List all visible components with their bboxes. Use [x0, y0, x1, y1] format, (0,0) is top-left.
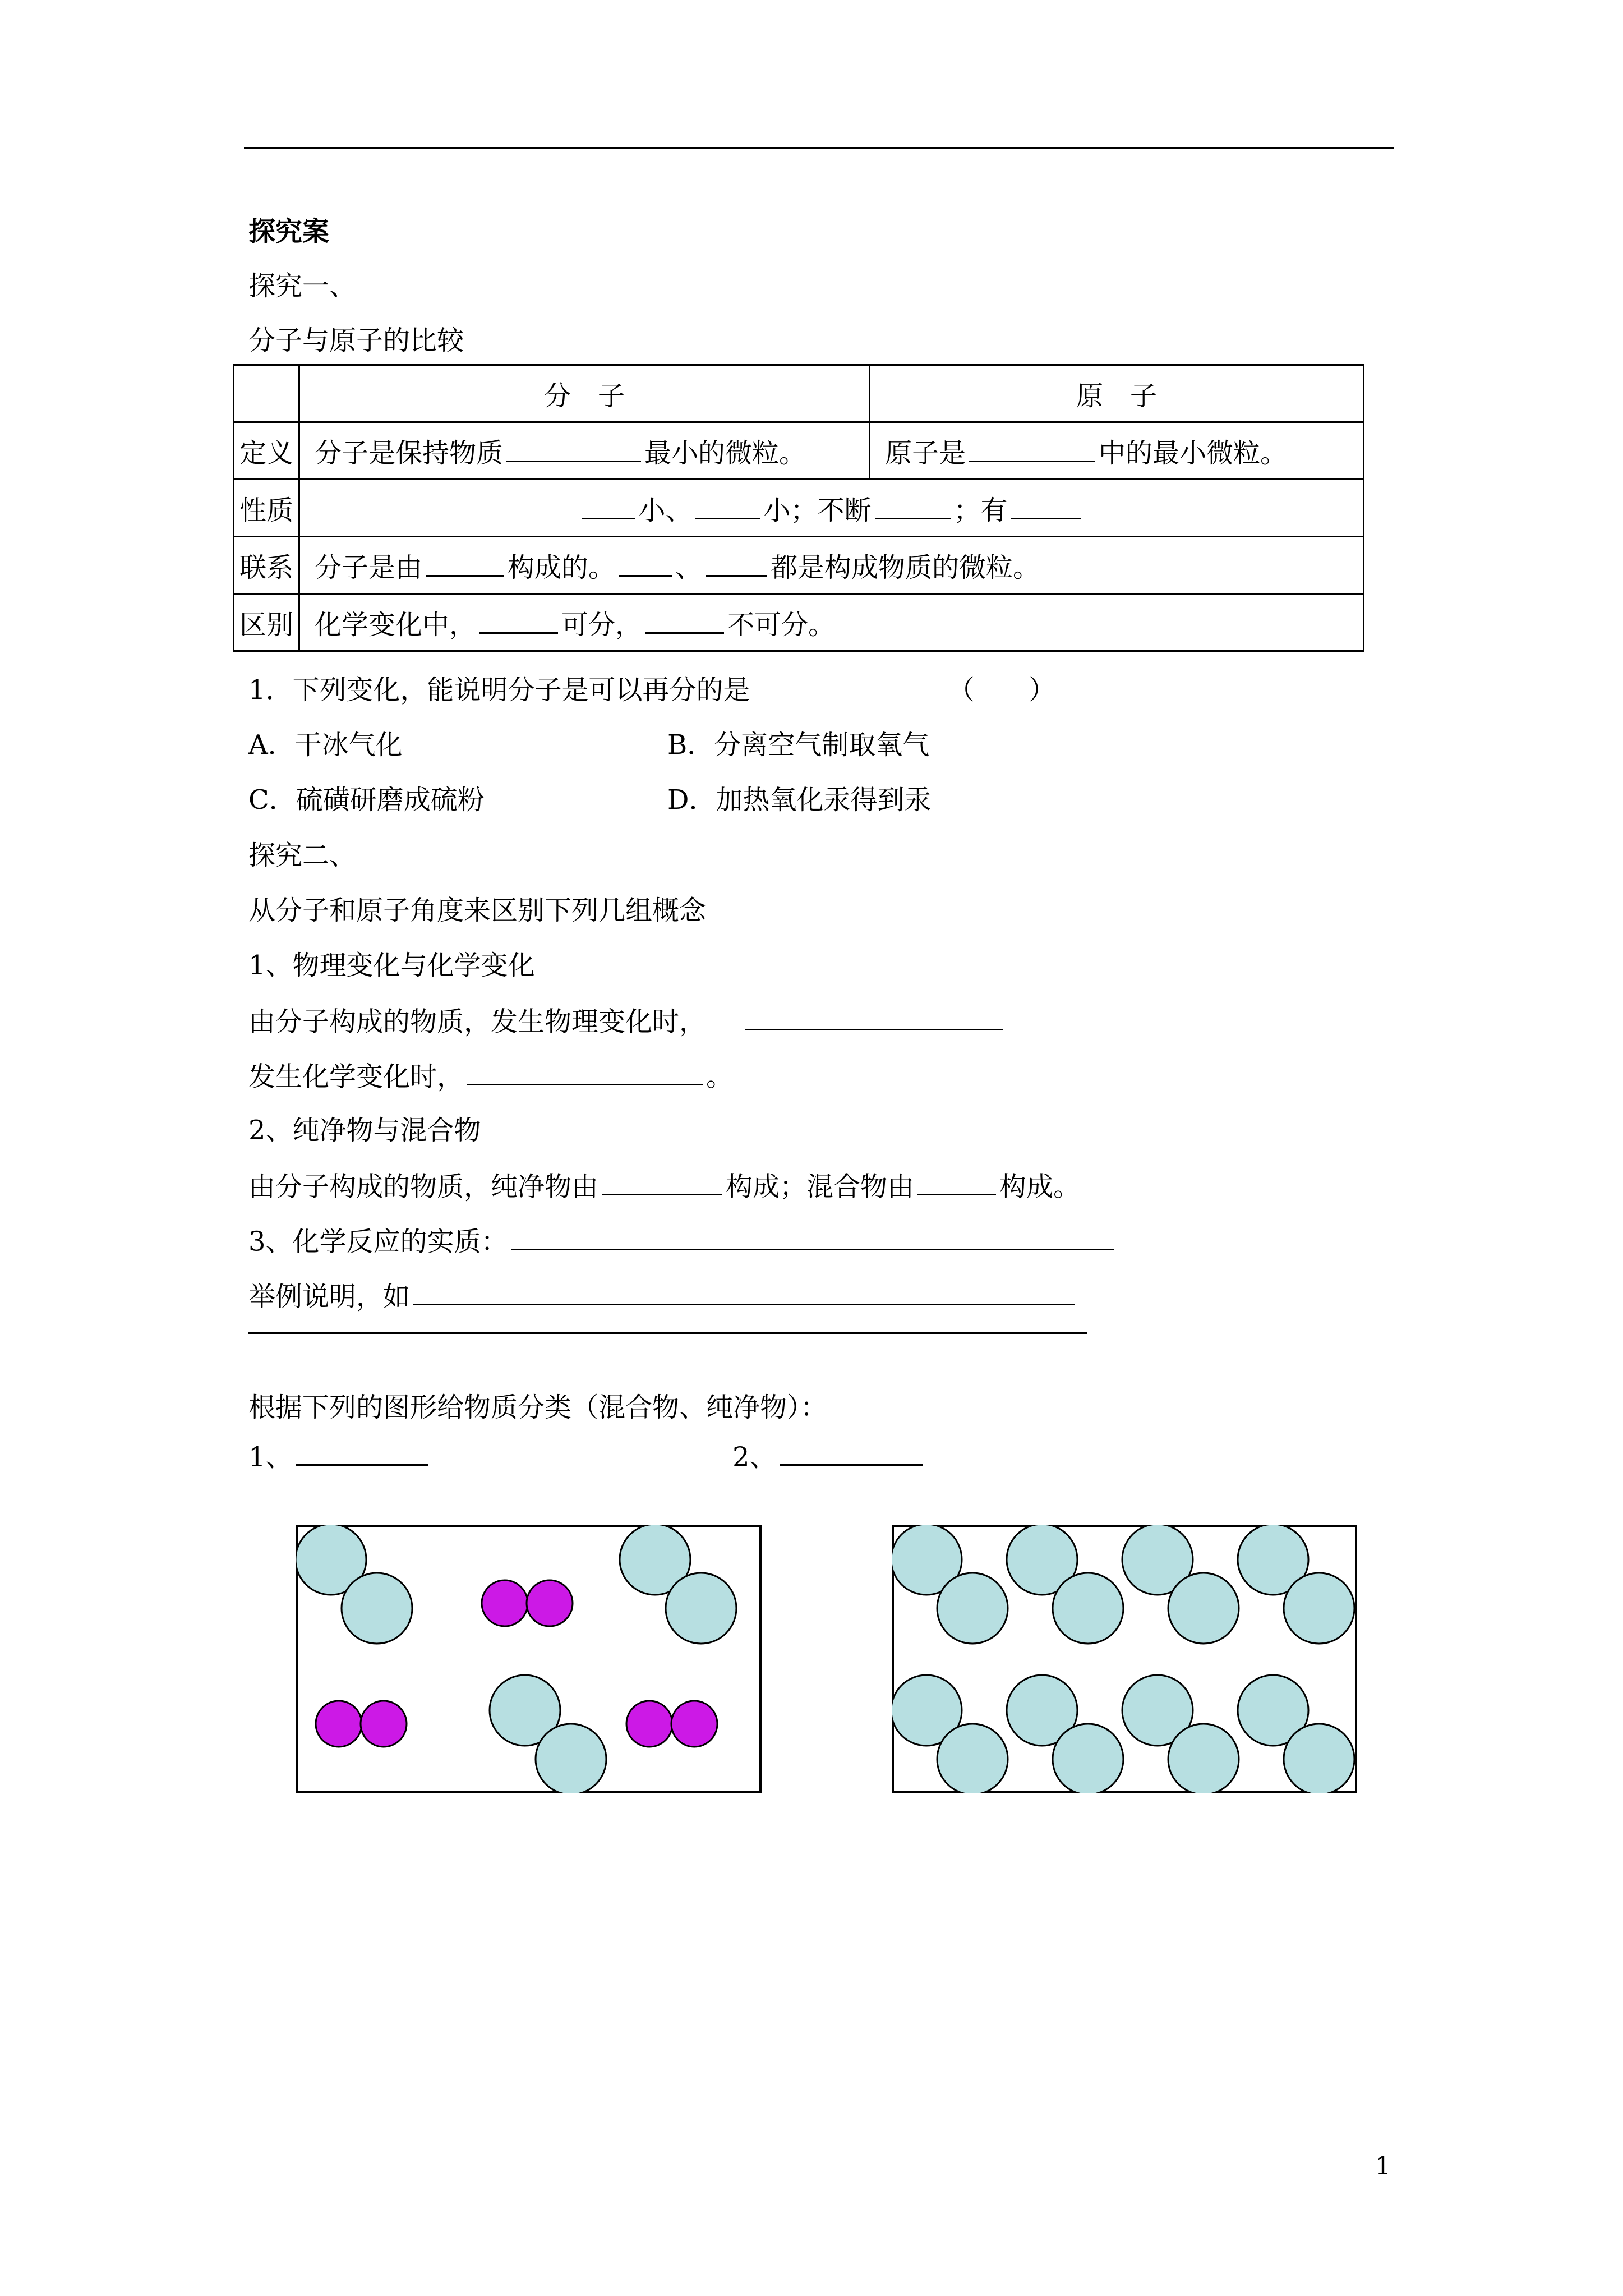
example-line — [248, 1276, 1078, 1315]
text: 构成的。 — [508, 552, 616, 583]
diagram-frame — [297, 1526, 760, 1792]
text: 不可分。 — [727, 609, 836, 641]
table-header-row — [234, 365, 1364, 422]
topic-2: 2、纯净物与混合物 — [248, 1115, 481, 1146]
text: 化学变化中， — [315, 609, 477, 641]
fill-blank[interactable] — [296, 1436, 428, 1466]
section-heading: 探究案 — [248, 216, 330, 247]
small-particle — [671, 1701, 717, 1747]
large-particle — [536, 1724, 606, 1793]
text: ；有 — [953, 495, 1008, 526]
text: 举例说明，如 — [248, 1281, 411, 1313]
fill-blank[interactable] — [695, 490, 760, 519]
fill-blank[interactable] — [645, 604, 724, 634]
topic-3 — [248, 1221, 1118, 1260]
large-particle — [937, 1573, 1008, 1644]
small-particle — [482, 1580, 528, 1626]
text: 发生化学变化时， — [248, 1061, 464, 1093]
row-key-difference: 区别 — [234, 594, 299, 651]
text: 、 — [675, 552, 703, 583]
inquiry-one-title: 探究一、 — [248, 270, 357, 302]
classify-answer-2 — [732, 1436, 926, 1475]
fill-blank[interactable] — [506, 432, 641, 462]
fill-blank[interactable] — [511, 1221, 1114, 1250]
text: 中的最小微粒。 — [1099, 438, 1288, 469]
header-atom: 原 子 — [870, 365, 1364, 422]
text: 原子是 — [885, 438, 966, 469]
small-particle — [316, 1701, 362, 1747]
fill-blank[interactable] — [426, 547, 504, 577]
pure-mixture-line — [248, 1166, 1080, 1205]
particle-diagram-pure — [892, 1525, 1357, 1793]
large-particle — [1053, 1573, 1123, 1644]
inquiry-two-title: 探究二、 — [248, 840, 357, 871]
option-a[interactable]: A．干冰气化 — [248, 729, 403, 761]
text: 分子是由 — [315, 552, 423, 583]
large-particle — [1284, 1724, 1354, 1793]
fill-blank[interactable] — [582, 490, 635, 519]
question-text: 1．下列变化，能说明分子是可以再分的是 — [248, 674, 750, 706]
physical-change-line — [248, 1001, 1007, 1040]
text: 由分子构成的物质，纯净物由 — [248, 1171, 599, 1203]
header-molecule: 分 子 — [299, 365, 870, 422]
fill-blank[interactable] — [619, 547, 672, 577]
row-key-relation: 联系 — [234, 537, 299, 594]
fill-blank[interactable] — [602, 1166, 722, 1195]
text: 小；不断 — [763, 495, 872, 526]
property-cell — [299, 480, 1364, 537]
fill-blank[interactable] — [875, 490, 951, 519]
text: 都是构成物质的微粒。 — [771, 552, 1040, 583]
inquiry-one-subtitle: 分子与原子的比较 — [248, 325, 464, 356]
row-key-definition: 定义 — [234, 422, 299, 480]
table-row — [234, 422, 1364, 480]
difference-cell — [299, 594, 1364, 651]
header-rule — [244, 147, 1394, 149]
text: 构成。 — [999, 1171, 1081, 1203]
large-particle — [1168, 1573, 1239, 1644]
answer-parentheses[interactable]: （ ） — [948, 674, 1056, 706]
text: 。 — [706, 1061, 734, 1093]
comparison-table — [233, 364, 1364, 652]
fill-blank[interactable] — [1011, 490, 1081, 519]
relation-cell — [299, 537, 1364, 594]
large-particle — [1284, 1573, 1354, 1644]
table-row — [234, 480, 1364, 537]
fill-blank[interactable] — [467, 1056, 703, 1085]
fill-blank[interactable] — [780, 1436, 923, 1466]
fill-blank[interactable] — [413, 1276, 1075, 1305]
large-particle — [1168, 1724, 1239, 1793]
topic-1: 1、物理变化与化学变化 — [248, 950, 535, 981]
large-particle — [1053, 1724, 1123, 1793]
large-particle — [937, 1724, 1008, 1793]
fill-blank[interactable] — [917, 1166, 996, 1195]
chemical-change-line — [248, 1056, 733, 1095]
table-corner-cell — [234, 365, 299, 422]
atom-definition — [870, 422, 1364, 480]
text: 由分子构成的物质，发生物理变化时， — [248, 1006, 707, 1038]
inquiry-two-subtitle: 从分子和原子角度来区别下列几组概念 — [248, 895, 707, 926]
classify-answer-1 — [248, 1436, 431, 1475]
text: 3、化学反应的实质： — [248, 1226, 508, 1258]
fill-blank[interactable] — [969, 432, 1095, 462]
answer-line[interactable] — [248, 1332, 1087, 1334]
table-row — [234, 594, 1364, 651]
option-b[interactable]: B．分离空气制取氧气 — [667, 729, 930, 761]
molecule-definition — [299, 422, 870, 480]
text: 最小的微粒。 — [644, 438, 806, 469]
option-c[interactable]: C．硫磺研磨成硫粉 — [248, 784, 485, 816]
fill-blank[interactable] — [706, 547, 767, 577]
small-particle — [361, 1701, 407, 1747]
fill-blank[interactable] — [745, 1001, 1003, 1030]
option-d[interactable]: D．加热氧化汞得到汞 — [667, 784, 932, 816]
table-row — [234, 537, 1364, 594]
question-1 — [248, 670, 750, 710]
fill-blank[interactable] — [479, 604, 558, 634]
large-particle — [666, 1573, 736, 1644]
classify-instruction: 根据下列的图形给物质分类（混合物、纯净物）： — [248, 1392, 828, 1423]
text: 小、 — [638, 495, 693, 526]
particle-diagram-mixture — [296, 1525, 762, 1793]
text: 可分， — [561, 609, 643, 641]
small-particle — [626, 1701, 672, 1747]
row-key-property: 性质 — [234, 480, 299, 537]
text: 分子是保持物质 — [315, 438, 504, 469]
text: 1、 — [248, 1441, 293, 1473]
page-number: 1 — [1375, 2152, 1391, 2180]
small-particle — [527, 1580, 573, 1626]
large-particle — [342, 1573, 412, 1644]
text: 构成；混合物由 — [726, 1171, 915, 1203]
text: 2、 — [732, 1441, 777, 1473]
